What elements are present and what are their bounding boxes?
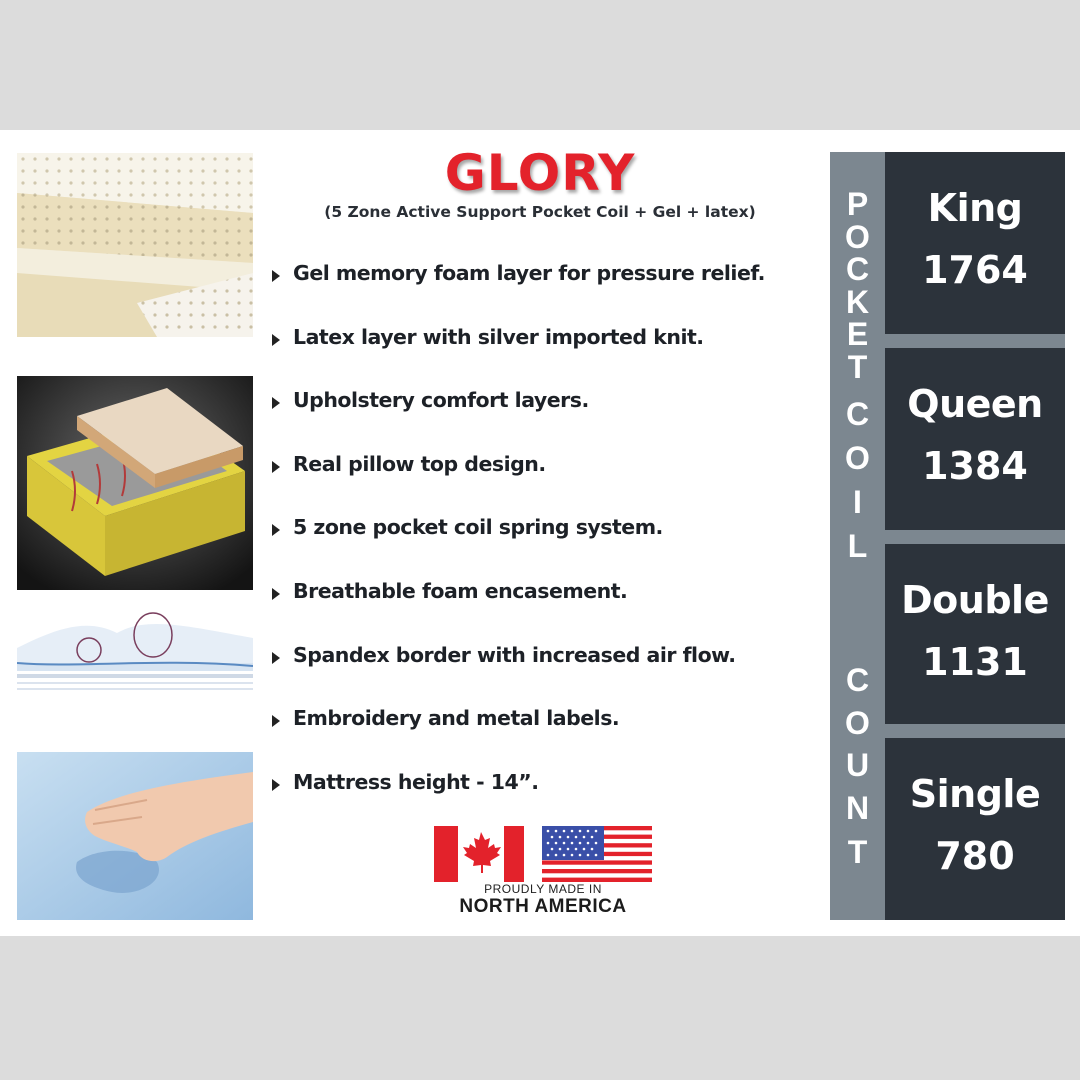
size-label: Double [901, 578, 1049, 622]
bullet-triangle-icon [272, 461, 280, 473]
vertical-label-char: O [845, 440, 870, 476]
feature-text: Breathable foam encasement. [293, 578, 628, 603]
coil-count-value: 1131 [922, 640, 1028, 684]
pocket-coil-cutaway-image [17, 376, 253, 590]
north-america-label: NORTH AMERICA [459, 896, 627, 917]
feature-text: Gel memory foam layer for pressure relief. [293, 261, 765, 285]
box-separator [885, 530, 1065, 544]
vertical-label-char: T [847, 834, 868, 870]
vertical-label-char: U [845, 747, 870, 783]
latex-foam-image [17, 153, 253, 337]
coil-count-box-single [885, 738, 1065, 920]
size-label: Single [909, 772, 1041, 816]
feature-text: Latex layer with silver imported knit. [293, 324, 704, 349]
vertical-label-char: T [847, 349, 868, 385]
feature-item [272, 388, 824, 452]
pocket-coil-count-strip [830, 152, 885, 920]
product-card [0, 130, 1080, 936]
vertical-label-char: O [845, 705, 870, 741]
bullet-triangle-icon [272, 652, 280, 664]
feature-list [272, 261, 824, 833]
feature-text: Mattress height - 14”. [293, 769, 539, 794]
coil-count-value: 780 [935, 834, 1015, 878]
feature-text: Spandex border with increased air flow. [293, 642, 736, 667]
bullet-triangle-icon [272, 334, 280, 346]
feature-item [272, 452, 824, 516]
feature-text: 5 zone pocket coil spring system. [293, 515, 663, 540]
feature-item [272, 325, 824, 389]
made-in-north-america-badge [432, 822, 654, 918]
coil-count-value: 1384 [922, 444, 1028, 488]
feature-text: Real pillow top design. [293, 451, 546, 476]
body-support-diagram-image [17, 608, 253, 710]
size-label: Queen [907, 382, 1043, 426]
feature-item [272, 706, 824, 770]
feature-item [272, 579, 824, 643]
vertical-label-char: C [845, 662, 870, 698]
canada-flag-icon [434, 826, 524, 882]
vertical-label-char: C [845, 396, 870, 432]
feature-text: Upholstery comfort layers. [293, 388, 589, 413]
vertical-label-char: O [845, 219, 870, 255]
feature-item [272, 261, 824, 325]
feature-item [272, 515, 824, 579]
memory-foam-hand-image [17, 752, 253, 920]
coil-count-box-double [885, 544, 1065, 724]
size-label: King [927, 186, 1023, 230]
coil-count-box-king [885, 152, 1065, 334]
bullet-triangle-icon [272, 524, 280, 536]
vertical-label-char: P [846, 186, 869, 222]
vertical-label-char: K [845, 284, 870, 320]
bullet-triangle-icon [272, 270, 280, 282]
product-title: GLORY [444, 144, 636, 202]
bullet-triangle-icon [272, 779, 280, 791]
bullet-triangle-icon [272, 397, 280, 409]
bullet-triangle-icon [272, 715, 280, 727]
box-separator [885, 724, 1065, 738]
coil-count-box-queen [885, 348, 1065, 530]
vertical-label-char: C [845, 251, 870, 287]
box-separator [885, 334, 1065, 348]
vertical-label-char: L [847, 528, 868, 564]
product-subtitle: (5 Zone Active Support Pocket Coil + Gel + latex) [324, 203, 756, 221]
vertical-label-char: I [853, 484, 862, 520]
feature-text: Embroidery and metal labels. [293, 706, 620, 731]
bullet-triangle-icon [272, 588, 280, 600]
made-in-label: PROUDLY MADE IN [484, 882, 602, 896]
usa-flag-icon [542, 826, 652, 882]
flags-graphic [432, 822, 654, 884]
coil-count-value: 1764 [922, 248, 1028, 292]
vertical-label-char: N [845, 790, 870, 826]
feature-item [272, 643, 824, 707]
vertical-label-char: E [846, 316, 869, 352]
